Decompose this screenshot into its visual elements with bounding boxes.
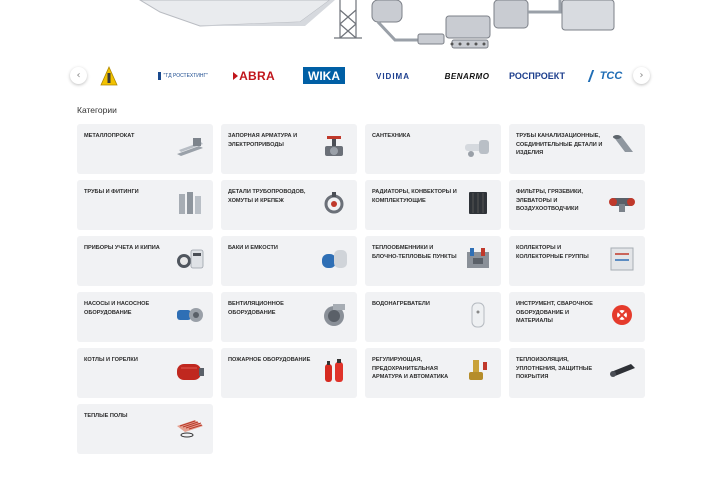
category-card-instrument[interactable]: [509, 292, 645, 342]
floor-heating-icon: [175, 414, 205, 440]
meter-gauge-icon: [175, 246, 205, 272]
brand-emblem-icon: [99, 66, 119, 86]
safety-valve-icon: [463, 358, 493, 384]
category-card-santehnika[interactable]: [365, 124, 501, 174]
brand-tss-label: ТСС: [599, 70, 623, 82]
brand-vidima[interactable]: [370, 66, 416, 86]
carousel-prev-button[interactable]: [70, 67, 87, 84]
brand-rosproekt[interactable]: [509, 66, 565, 86]
tss-mark-icon: [588, 70, 600, 82]
category-card-vodonagrevateli[interactable]: [365, 292, 501, 342]
water-heater-icon: [463, 302, 493, 328]
hero-illustration: [0, 0, 720, 56]
category-card-pozharnoe[interactable]: [221, 348, 357, 398]
carousel-next-button[interactable]: [633, 67, 650, 84]
category-label: КОЛЛЕКТОРЫ И КОЛЛЕКТОРНЫЕ ГРУППЫ: [516, 245, 589, 260]
brand-vidima-label: VIDIMA: [376, 71, 410, 81]
category-label: САНТЕХНИКА: [372, 133, 411, 139]
tools-icon: [607, 302, 637, 328]
brand-td-label: "ТД РОСТЕХТИНГ": [163, 73, 208, 79]
manifold-cabinet-icon: [607, 246, 637, 272]
category-card-teploobmenniki[interactable]: [365, 236, 501, 286]
category-label: ПРИБОРЫ УЧЕТА И КИПИА: [84, 245, 160, 251]
brand-benarmo-label: BENARMO: [444, 71, 490, 81]
category-label: РАДИАТОРЫ, КОНВЕКТОРЫ И КОМПЛЕКТУЮЩИЕ: [372, 189, 457, 204]
category-card-teploizolyatsiya[interactable]: [509, 348, 645, 398]
category-label: ТЕПЛОИЗОЛЯЦИЯ, УПЛОТНЕНИЯ, ЗАЩИТНЫЕ ПОКРЫТИЯ: [516, 357, 593, 380]
brand-tss[interactable]: [586, 66, 626, 86]
brand-abra[interactable]: [230, 66, 278, 86]
category-label: ДЕТАЛИ ТРУБОПРОВОДОВ, ХОМУТЫ И КРЕПЕЖ: [228, 189, 306, 204]
category-label: ТЕПЛООБМЕННИКИ И БЛОЧНО-ТЕПЛОВЫЕ ПУНКТЫ: [372, 245, 457, 260]
brand-td-rostehting[interactable]: [158, 66, 208, 86]
filter-icon: [607, 190, 637, 216]
category-card-kotly[interactable]: [77, 348, 213, 398]
category-card-zapornaya-armatura[interactable]: [221, 124, 357, 174]
category-label: ТЕПЛЫЕ ПОЛЫ: [84, 413, 128, 419]
category-label: РЕГУЛИРУЮЩАЯ, ПРЕДОХРАНИТЕЛЬНАЯ АРМАТУРА И АВТОМАТИКА: [372, 357, 449, 380]
pipes-fittings-icon: [175, 190, 205, 216]
category-label: ПОЖАРНОЕ ОБОРУДОВАНИЕ: [228, 357, 311, 363]
brand-logo-1[interactable]: [98, 66, 120, 86]
category-label: ВОДОНАГРЕВАТЕЛИ: [372, 301, 430, 307]
insulation-roll-icon: [607, 358, 637, 384]
metal-beams-icon: [175, 134, 205, 160]
category-card-nasosy[interactable]: [77, 292, 213, 342]
category-label: ФИЛЬТРЫ, ГРЯЗЕВИКИ, ЭЛЕВАТОРЫ И ВОЗДУХООТВОДЧИКИ: [516, 189, 583, 212]
fire-extinguisher-icon: [319, 358, 349, 384]
chevron-right-icon: ›: [639, 70, 644, 81]
heat-exchanger-icon: [463, 246, 493, 272]
category-card-pribory-ucheta[interactable]: [77, 236, 213, 286]
category-label: ТРУБЫ И ФИТИНГИ: [84, 189, 139, 195]
brand-benarmo[interactable]: [442, 66, 492, 86]
category-label: БАКИ И ЕМКОСТИ: [228, 245, 278, 251]
category-card-ventilyatsionnoe[interactable]: [221, 292, 357, 342]
boiler-icon: [175, 358, 205, 384]
fan-icon: [319, 302, 349, 328]
category-card-baki-emkosti[interactable]: [221, 236, 357, 286]
brand-rosproekt-label: РОСПРОЕКТ: [509, 71, 565, 81]
category-label: ТРУБЫ КАНАЛИЗАЦИОННЫЕ, СОЕДИНИТЕЛЬНЫЕ ДЕТАЛИ И ИЗДЕЛИЯ: [516, 133, 603, 156]
categories-title: Категории: [77, 105, 117, 115]
category-label: ИНСТРУМЕНТ, СВАРОЧНОЕ ОБОРУДОВАНИЕ И МАТЕРИАЛЫ: [516, 301, 593, 324]
category-label: КОТЛЫ И ГОРЕЛКИ: [84, 357, 138, 363]
brand-wika-label: WIKA: [308, 68, 340, 83]
brand-wika[interactable]: [303, 67, 345, 84]
sanitary-pipes-icon: [463, 134, 493, 160]
valve-icon: [319, 134, 349, 160]
industrial-plant-illustration-icon: [0, 0, 720, 56]
category-card-truby-i-fitingi[interactable]: [77, 180, 213, 230]
category-label: ЗАПОРНАЯ АРМАТУРА И ЭЛЕКТРОПРИВОДЫ: [228, 133, 298, 148]
brand-carousel: [70, 60, 650, 92]
category-card-radiatory[interactable]: [365, 180, 501, 230]
pump-icon: [175, 302, 205, 328]
td-logo-mark-icon: [158, 72, 161, 80]
category-card-filtry[interactable]: [509, 180, 645, 230]
sewer-pipe-icon: [607, 134, 637, 160]
brand-abra-label: ABRA: [239, 69, 275, 83]
category-card-metalloprokat[interactable]: [77, 124, 213, 174]
radiator-icon: [463, 190, 493, 216]
abra-mark-icon: [233, 72, 238, 80]
category-card-teplye-poly[interactable]: [77, 404, 213, 454]
category-label: МЕТАЛЛОПРОКАТ: [84, 133, 135, 139]
pipe-clamp-icon: [319, 190, 349, 216]
category-card-truby-kanalizatsionnye[interactable]: [509, 124, 645, 174]
category-label: НАСОСЫ И НАСОСНОЕ ОБОРУДОВАНИЕ: [84, 301, 150, 316]
category-card-reguliruyushchaya[interactable]: [365, 348, 501, 398]
tank-icon: [319, 246, 349, 272]
chevron-left-icon: ‹: [76, 70, 81, 81]
category-label: ВЕНТИЛЯЦИОННОЕ ОБОРУДОВАНИЕ: [228, 301, 284, 316]
category-card-detali-truboprovodov[interactable]: [221, 180, 357, 230]
category-card-kollektory[interactable]: [509, 236, 645, 286]
